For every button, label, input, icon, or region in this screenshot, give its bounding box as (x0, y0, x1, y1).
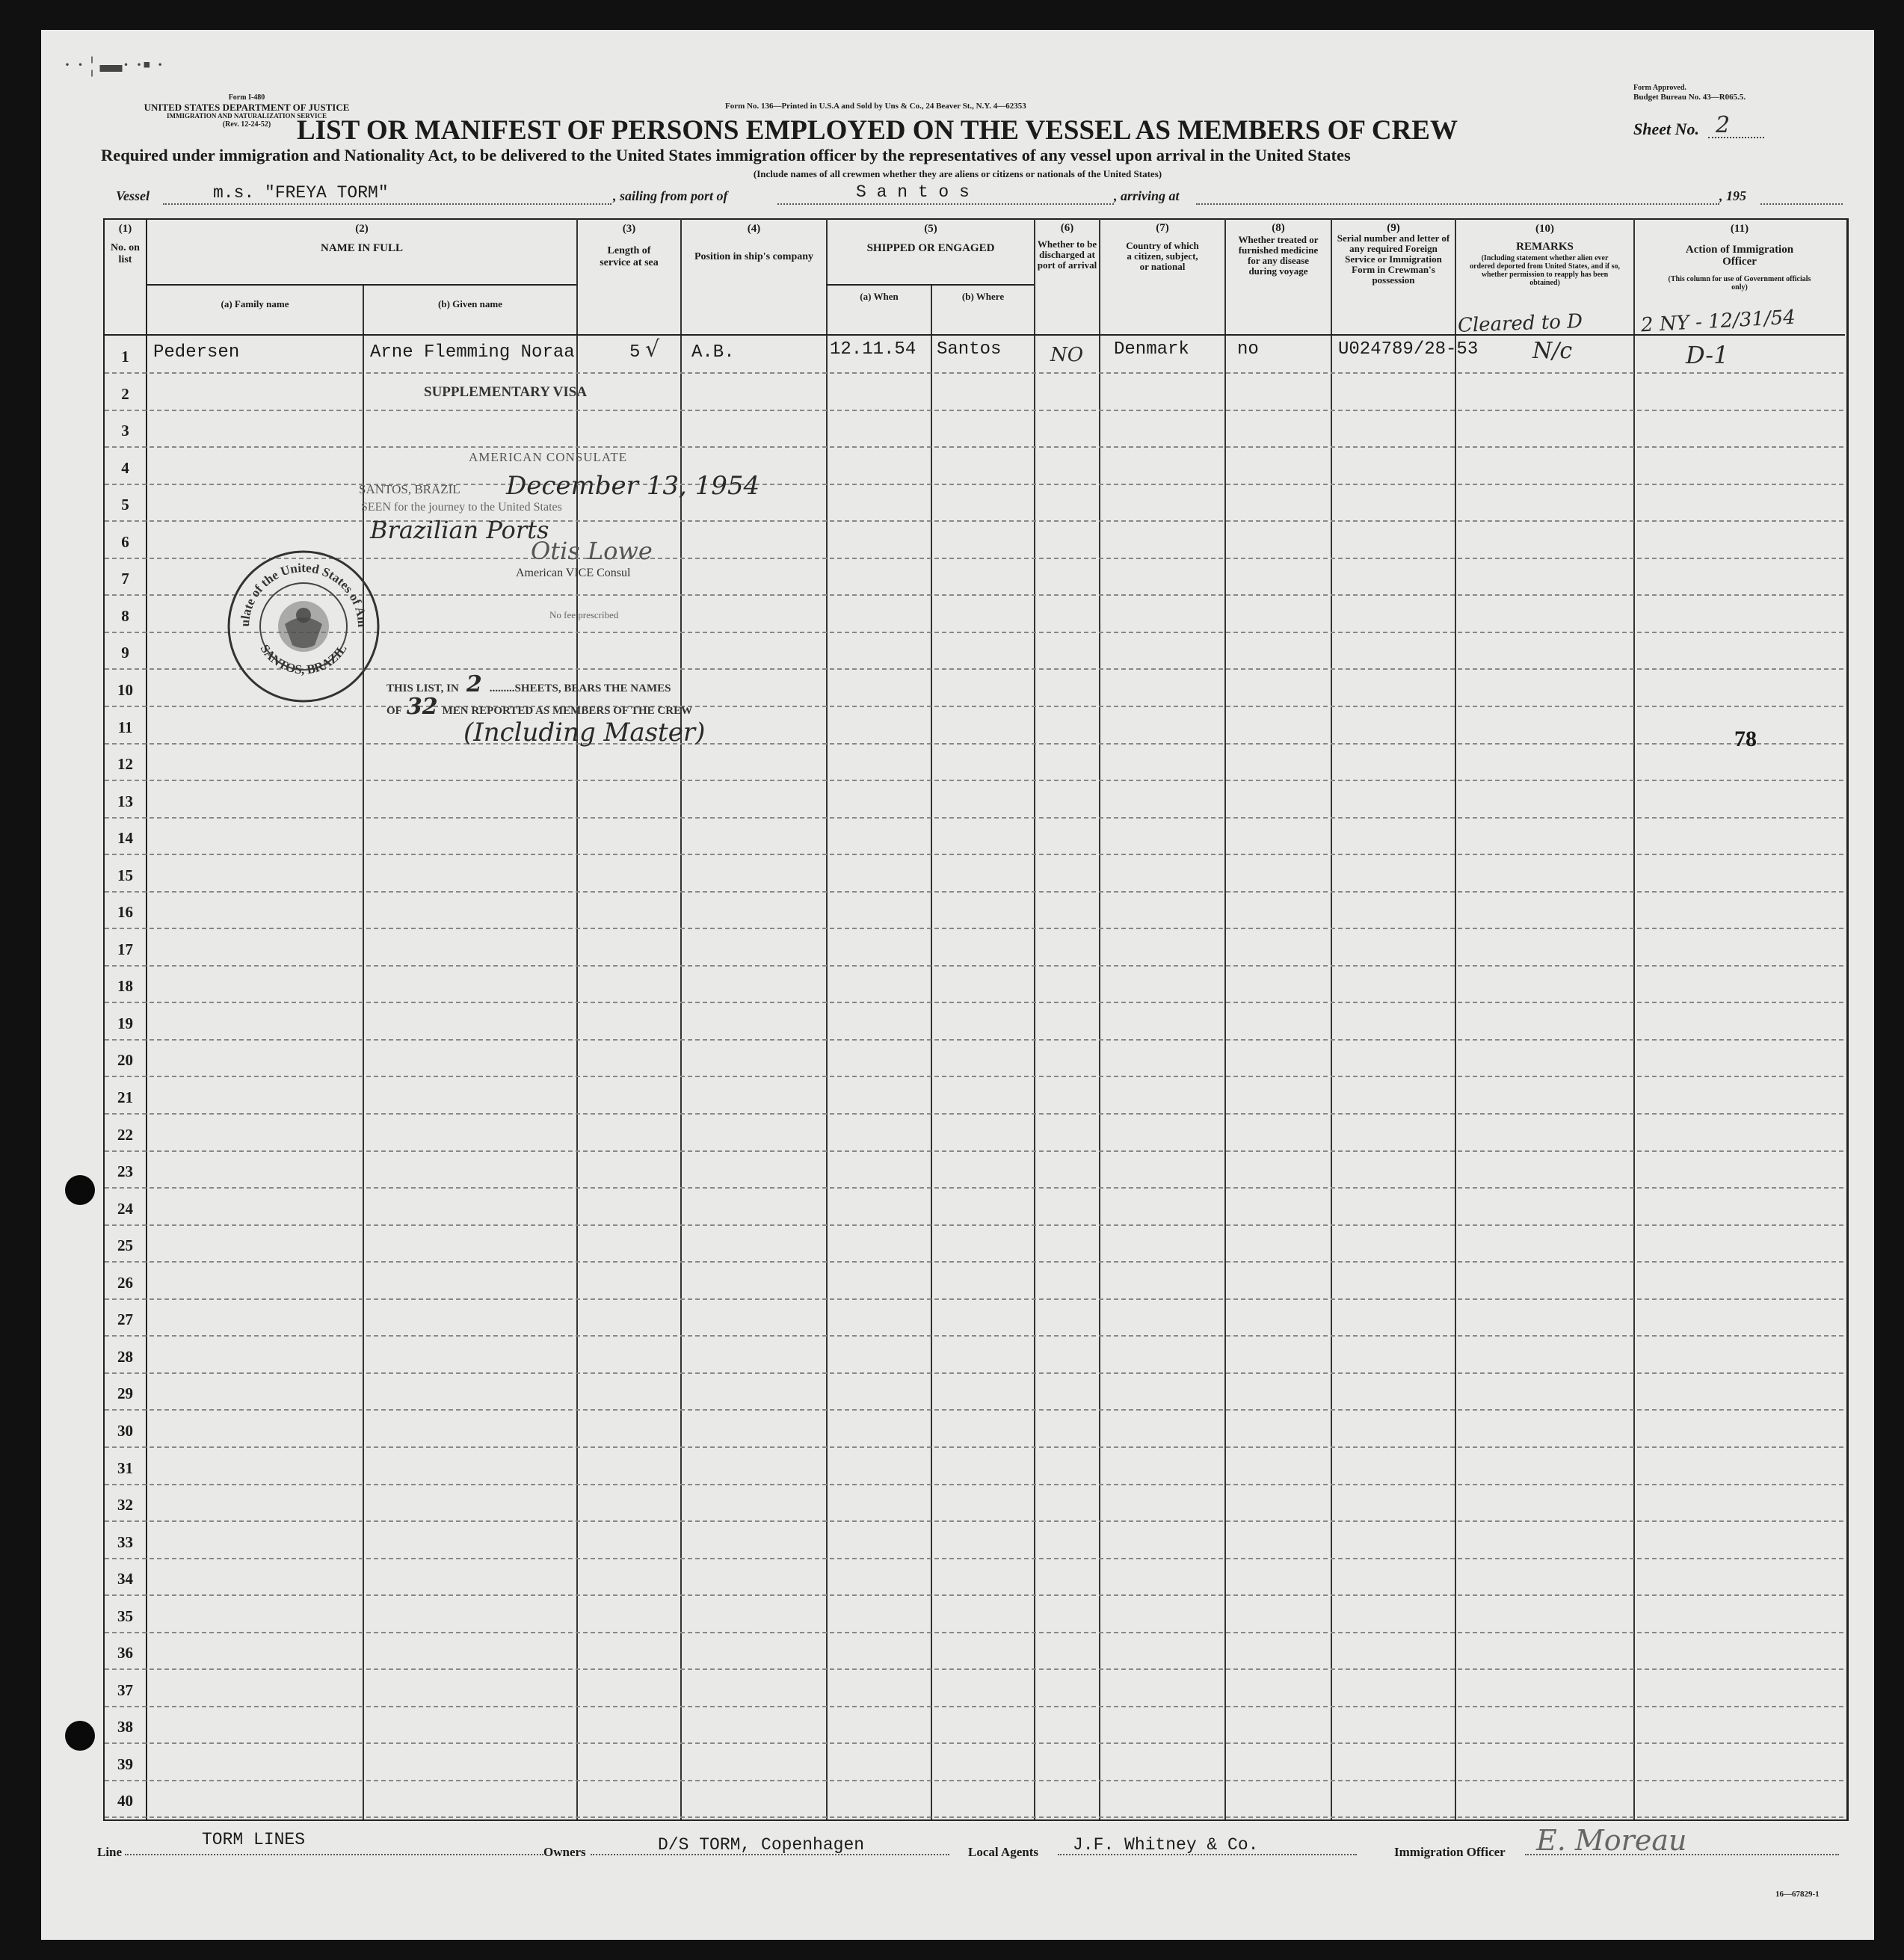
row-number: 26 (117, 1273, 133, 1292)
table-row (105, 1114, 1843, 1152)
row-number: 14 (117, 829, 133, 848)
given-name-header: (b) Given name (438, 298, 502, 309)
consul-title: American VICE Consul (516, 567, 631, 579)
officer-label: Immigration Officer (1394, 1845, 1506, 1859)
department: UNITED STATES DEPARTMENT OF JUSTICE (144, 102, 350, 113)
row-number: 28 (117, 1347, 133, 1366)
officer-handwriting: 2 NY - 12/31/54 (1640, 306, 1796, 337)
table-row (105, 1484, 1843, 1522)
col-2-header: (2) NAME IN FULL (320, 223, 403, 254)
row-number: 16 (117, 903, 133, 922)
table-row (105, 743, 1843, 781)
when-cell: 12.11.54 (830, 339, 916, 360)
row-number: 39 (117, 1754, 133, 1773)
officer-signature: E. Moreau (1536, 1824, 1687, 1857)
table-row (105, 1076, 1843, 1115)
col-6-header: (6) Whether to be discharged at port of arrival (1037, 222, 1097, 271)
row-number: 8 (121, 606, 129, 625)
table-row (105, 1336, 1843, 1374)
punch-hole (65, 1721, 95, 1751)
family-name-cell: Pedersen (153, 342, 240, 363)
row-number: 3 (121, 422, 129, 440)
table-row (105, 1632, 1843, 1670)
row-number: 34 (117, 1570, 133, 1588)
table-row (105, 1002, 1843, 1041)
sheet-number: 2 (1716, 112, 1731, 138)
vessel-underline (163, 203, 611, 205)
row-number: 33 (117, 1532, 133, 1551)
row-number: 6 (121, 532, 129, 551)
table-row (105, 1150, 1843, 1189)
seal-top-text: ulate of the United States of Am (237, 561, 370, 628)
table-row (105, 1372, 1843, 1411)
table-row (105, 1595, 1843, 1633)
row-number: 20 (117, 1051, 133, 1070)
table-row (105, 1188, 1843, 1226)
row-number: 27 (117, 1310, 133, 1329)
sheet-underline (1708, 137, 1764, 138)
row-number: 22 (117, 1125, 133, 1144)
col-3-header: (3) Length of service at sea (600, 223, 659, 268)
consulate-seal (227, 549, 381, 703)
check-mark-icon: √ (645, 336, 660, 363)
table-row (105, 447, 1843, 485)
row-number: 21 (117, 1088, 133, 1106)
remarks-handwriting: Cleared to D (1457, 310, 1583, 337)
seal-bottom-text: SANTOS, BRAZIL (257, 641, 350, 677)
row-number: 4 (121, 458, 129, 477)
row-number: 7 (121, 570, 129, 588)
table-row (105, 1447, 1843, 1485)
row-number: 24 (117, 1199, 133, 1218)
position-cell: A.B. (691, 342, 735, 363)
year-label: , 195 (1719, 188, 1746, 203)
row-number: 17 (117, 940, 133, 958)
row-number: 9 (121, 644, 129, 662)
row-number: 30 (117, 1421, 133, 1440)
country-cell: Denmark (1114, 339, 1189, 360)
table-row (105, 1224, 1843, 1263)
arriving-label: , arriving at (1114, 188, 1180, 203)
sheet-stamp-line1: THIS LIST, IN 2 .........SHEETS, BEARS THE NAMES (386, 671, 671, 697)
sheet-label: Sheet No. (1633, 120, 1699, 138)
row-number: 38 (117, 1718, 133, 1736)
stamp-ports: Brazilian Ports (370, 516, 549, 544)
table-row (105, 1039, 1843, 1077)
stamp-date: December 13, 1954 (506, 471, 760, 501)
agents-label: Local Agents (968, 1845, 1038, 1859)
margin-number: 78 (1734, 727, 1757, 751)
given-name-cell: Arne Flemming Noraa (370, 342, 575, 363)
when-header: (a) When (860, 291, 899, 302)
col-10-header: (10) REMARKS (Including statement whether alien ever ordered deported from United States, and if so, whether permission to reapply has been obtained) (1456, 223, 1633, 287)
table-row (105, 1262, 1843, 1300)
row-number: 25 (117, 1236, 133, 1255)
row-number: 35 (117, 1606, 133, 1625)
remarks-cell: N/c (1532, 338, 1573, 364)
table-row (105, 891, 1843, 929)
service-cell: 5 (629, 342, 641, 363)
row-number: 11 (117, 718, 133, 736)
form-number: Form I-480 (228, 93, 265, 102)
owners-value: D/S TORM, Copenhagen (658, 1835, 865, 1855)
line-value: TORM LINES (202, 1830, 306, 1849)
row-number: 19 (117, 1014, 133, 1032)
table-row (105, 1558, 1843, 1596)
row-number: 31 (117, 1458, 133, 1477)
form-note: (Include names of all crewmen whether they are aliens or citizens or nationals of the United States) (753, 168, 1162, 179)
revision: (Rev. 12-24-52) (222, 120, 271, 129)
fee-note: No fee prescribed (549, 609, 619, 620)
where-header: (b) Where (961, 291, 1005, 302)
table-row (105, 1410, 1843, 1448)
medicine-cell: no (1237, 339, 1259, 360)
form-subtitle: Required under immigration and Nationality Act, to be delivered to the United States immigration officer by the representatives of any vessel upon arrival in the United States (101, 146, 1351, 164)
year-underline (1760, 203, 1843, 205)
row-number: 29 (117, 1384, 133, 1403)
col-8-header: (8) Whether treated or furnished medicine for any disease during voyage (1238, 222, 1319, 277)
line-label: Line (97, 1845, 123, 1859)
col-1-header: (1) No. on list (111, 223, 140, 265)
punch-hole (65, 1175, 95, 1205)
consulate-name: AMERICAN CONSULATE (469, 450, 628, 464)
sheet-stamp-line3: (Including Master) (463, 718, 706, 748)
officer-mark: D-1 (1686, 341, 1729, 369)
col-5-header: (5) SHIPPED OR ENGAGED (866, 223, 995, 254)
consul-signature: Otis Lowe (531, 537, 653, 565)
row-number: 37 (117, 1680, 133, 1699)
table-row (105, 706, 1843, 745)
table-row (105, 854, 1843, 893)
service: IMMIGRATION AND NATURALIZATION SERVICE (167, 112, 327, 120)
row-number: 40 (117, 1792, 133, 1810)
form-title: LIST OR MANIFEST OF PERSONS EMPLOYED ON THE VESSEL AS MEMBERS OF CREW (297, 115, 1458, 146)
table-row (105, 1521, 1843, 1559)
sailing-label: , sailing from port of (613, 188, 728, 203)
row-number: 18 (117, 977, 133, 996)
col-4-header: (4) Position in ship's company (694, 223, 814, 262)
table-row (105, 1743, 1843, 1781)
form-code: 16—67829-1 (1775, 1890, 1820, 1899)
row-number: 1 (121, 348, 129, 366)
row-number: 15 (117, 866, 133, 884)
where-cell: Santos (937, 339, 1002, 360)
col-9-header: (9) Serial number and letter of any required Foreign Service or Immigration Form in Crewman's possession (1337, 222, 1450, 286)
row-number: 32 (117, 1496, 133, 1514)
vessel-name: m.s. "FREYA TORM" (213, 183, 389, 203)
row-number: 13 (117, 792, 133, 810)
family-name-header: (a) Family name (221, 298, 289, 309)
serial-cell: U024789/28-53 (1338, 339, 1479, 360)
printer-note: Form No. 136—Printed in U.S.A and Sold by Uns & Co., 24 Beaver St., N.Y. 4—62353 (725, 102, 1026, 111)
table-row (105, 928, 1843, 967)
budget-bureau: Budget Bureau No. 43—R065.5. (1633, 93, 1746, 102)
form-approved: Form Approved. (1633, 84, 1686, 92)
table-row (105, 1669, 1843, 1707)
table-row (105, 1298, 1843, 1337)
table-row (105, 410, 1843, 448)
consulate-place: SANTOS, BRAZIL (359, 482, 460, 496)
remarks-note: (Including statement whether alien ever ordered deported from United States, and if so, whether permission to reapply has been obtained) (1470, 254, 1621, 287)
sheet-stamp-line2: OF 32 MEN REPORTED AS MEMBERS OF THE CREW (386, 694, 693, 720)
col-7-header: (7) Country of which a citizen, subject, or national (1126, 222, 1199, 272)
discharged-cell: NO (1050, 344, 1084, 366)
row-number: 23 (117, 1162, 133, 1181)
table-row (105, 1706, 1843, 1744)
table-row (105, 1780, 1843, 1818)
row-number: 12 (117, 755, 133, 774)
row-number: 36 (117, 1644, 133, 1662)
col-11-header: (11) Action of Immigration Officer (This column for use of Government officials only) (1635, 223, 1844, 292)
arriving-underline (1196, 203, 1719, 205)
row-number: 10 (117, 680, 133, 699)
scan-marks: · · ¦ ▬· ·▪ · (64, 52, 164, 77)
row-number: 2 (121, 384, 129, 403)
supplementary-visa: SUPPLEMENTARY VISA (424, 384, 588, 400)
table-row (105, 373, 1843, 411)
row-number: 5 (121, 496, 129, 514)
table-row (105, 780, 1843, 819)
table-row (105, 965, 1843, 1003)
officer-note: (This column for use of Government officials only) (1668, 275, 1811, 292)
manifest-page (41, 30, 1874, 1940)
agents-value: J.F. Whitney & Co. (1073, 1835, 1259, 1855)
sailing-underline (777, 203, 1114, 205)
owners-label: Owners (543, 1845, 586, 1859)
vessel-label: Vessel (116, 188, 150, 203)
sailing-port: S a n t o s (856, 182, 970, 202)
table-row (105, 817, 1843, 855)
stamp-seen: SEEN for the journey to the United States (361, 501, 562, 514)
